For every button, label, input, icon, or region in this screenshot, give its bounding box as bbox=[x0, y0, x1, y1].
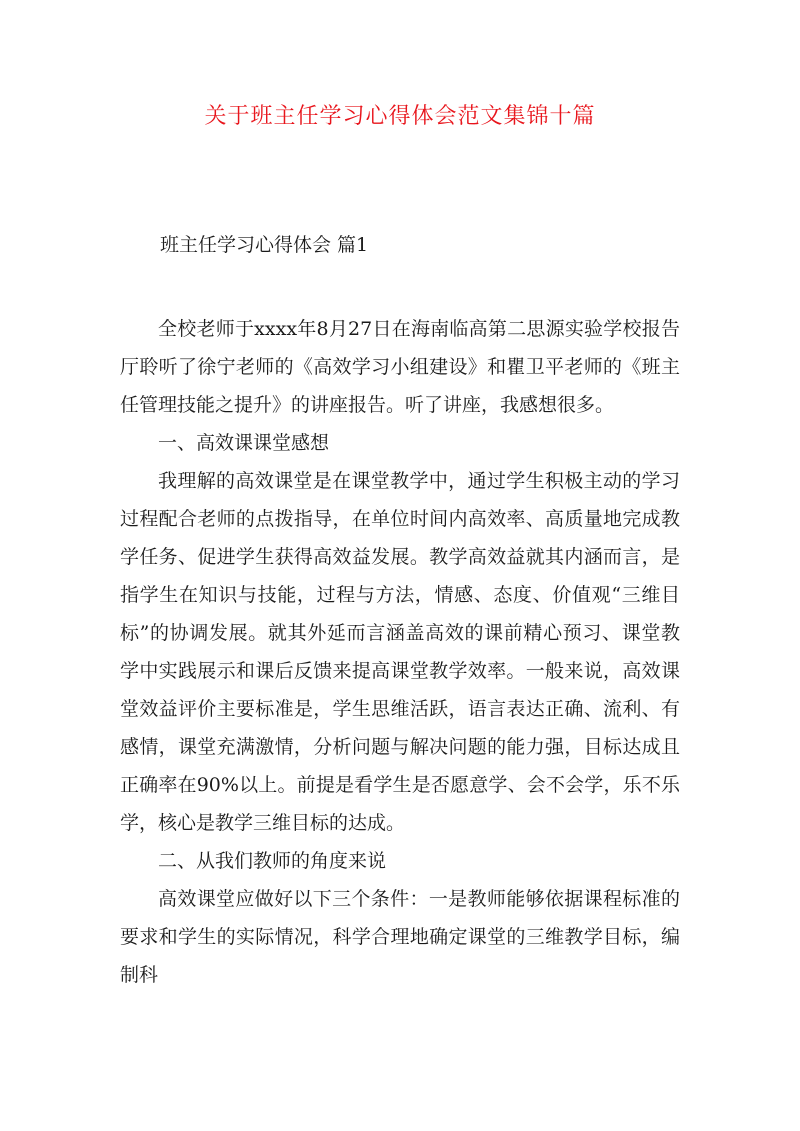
subheading-1: 一、高效课课堂感想 bbox=[158, 432, 330, 454]
subheading-2: 二、从我们教师的角度来说 bbox=[158, 850, 387, 872]
section-heading: 班主任学习心得体会 篇1 bbox=[160, 234, 369, 256]
paragraph-conditions: 高效课堂应做好以下三个条件：一是教师能够依据课程标准的要求和学生的实际情况，科学合理地确定课堂的三维教学目标，编制科 bbox=[120, 888, 680, 986]
document-body bbox=[120, 310, 680, 994]
paragraph-intro: 全校老师于xxxx年8月27日在海南临高第二思源实验学校报告厅聆听了徐宁老师的《高效学习小组建设》和瞿卫平老师的《班主任管理技能之提升》的讲座报告。听了讲座，我感想很多。 bbox=[120, 318, 680, 416]
document-title: 关于班主任学习心得体会范文集锦十篇 bbox=[204, 104, 596, 129]
paragraph-efficient-classroom: 我理解的高效课堂是在课堂教学中，通过学生积极主动的学习过程配合老师的点拨指导，在单位时间内高效率、高质量地完成教学任务、促进学生获得高效益发展。教学高效益就其内涵而言，是指学生在知识与技能，过程与方法，情感、态度、价值观“三维目标”的协调发展。就其外延而言涵盖高效的课前精心预习、课堂教学中实践展示和课后反馈来提高课堂教学效率。一般来说，高效课堂效益评价主要标准是，学生思维活跃，语言表达正确、流利、有感情，课堂充满激情，分析问题与解决问题的能力强，目标达成且正确率在90%以上。前提是看学生是否愿意学、会不会学，乐不乐学，核心是教学三维目标的达成。 bbox=[120, 470, 680, 834]
